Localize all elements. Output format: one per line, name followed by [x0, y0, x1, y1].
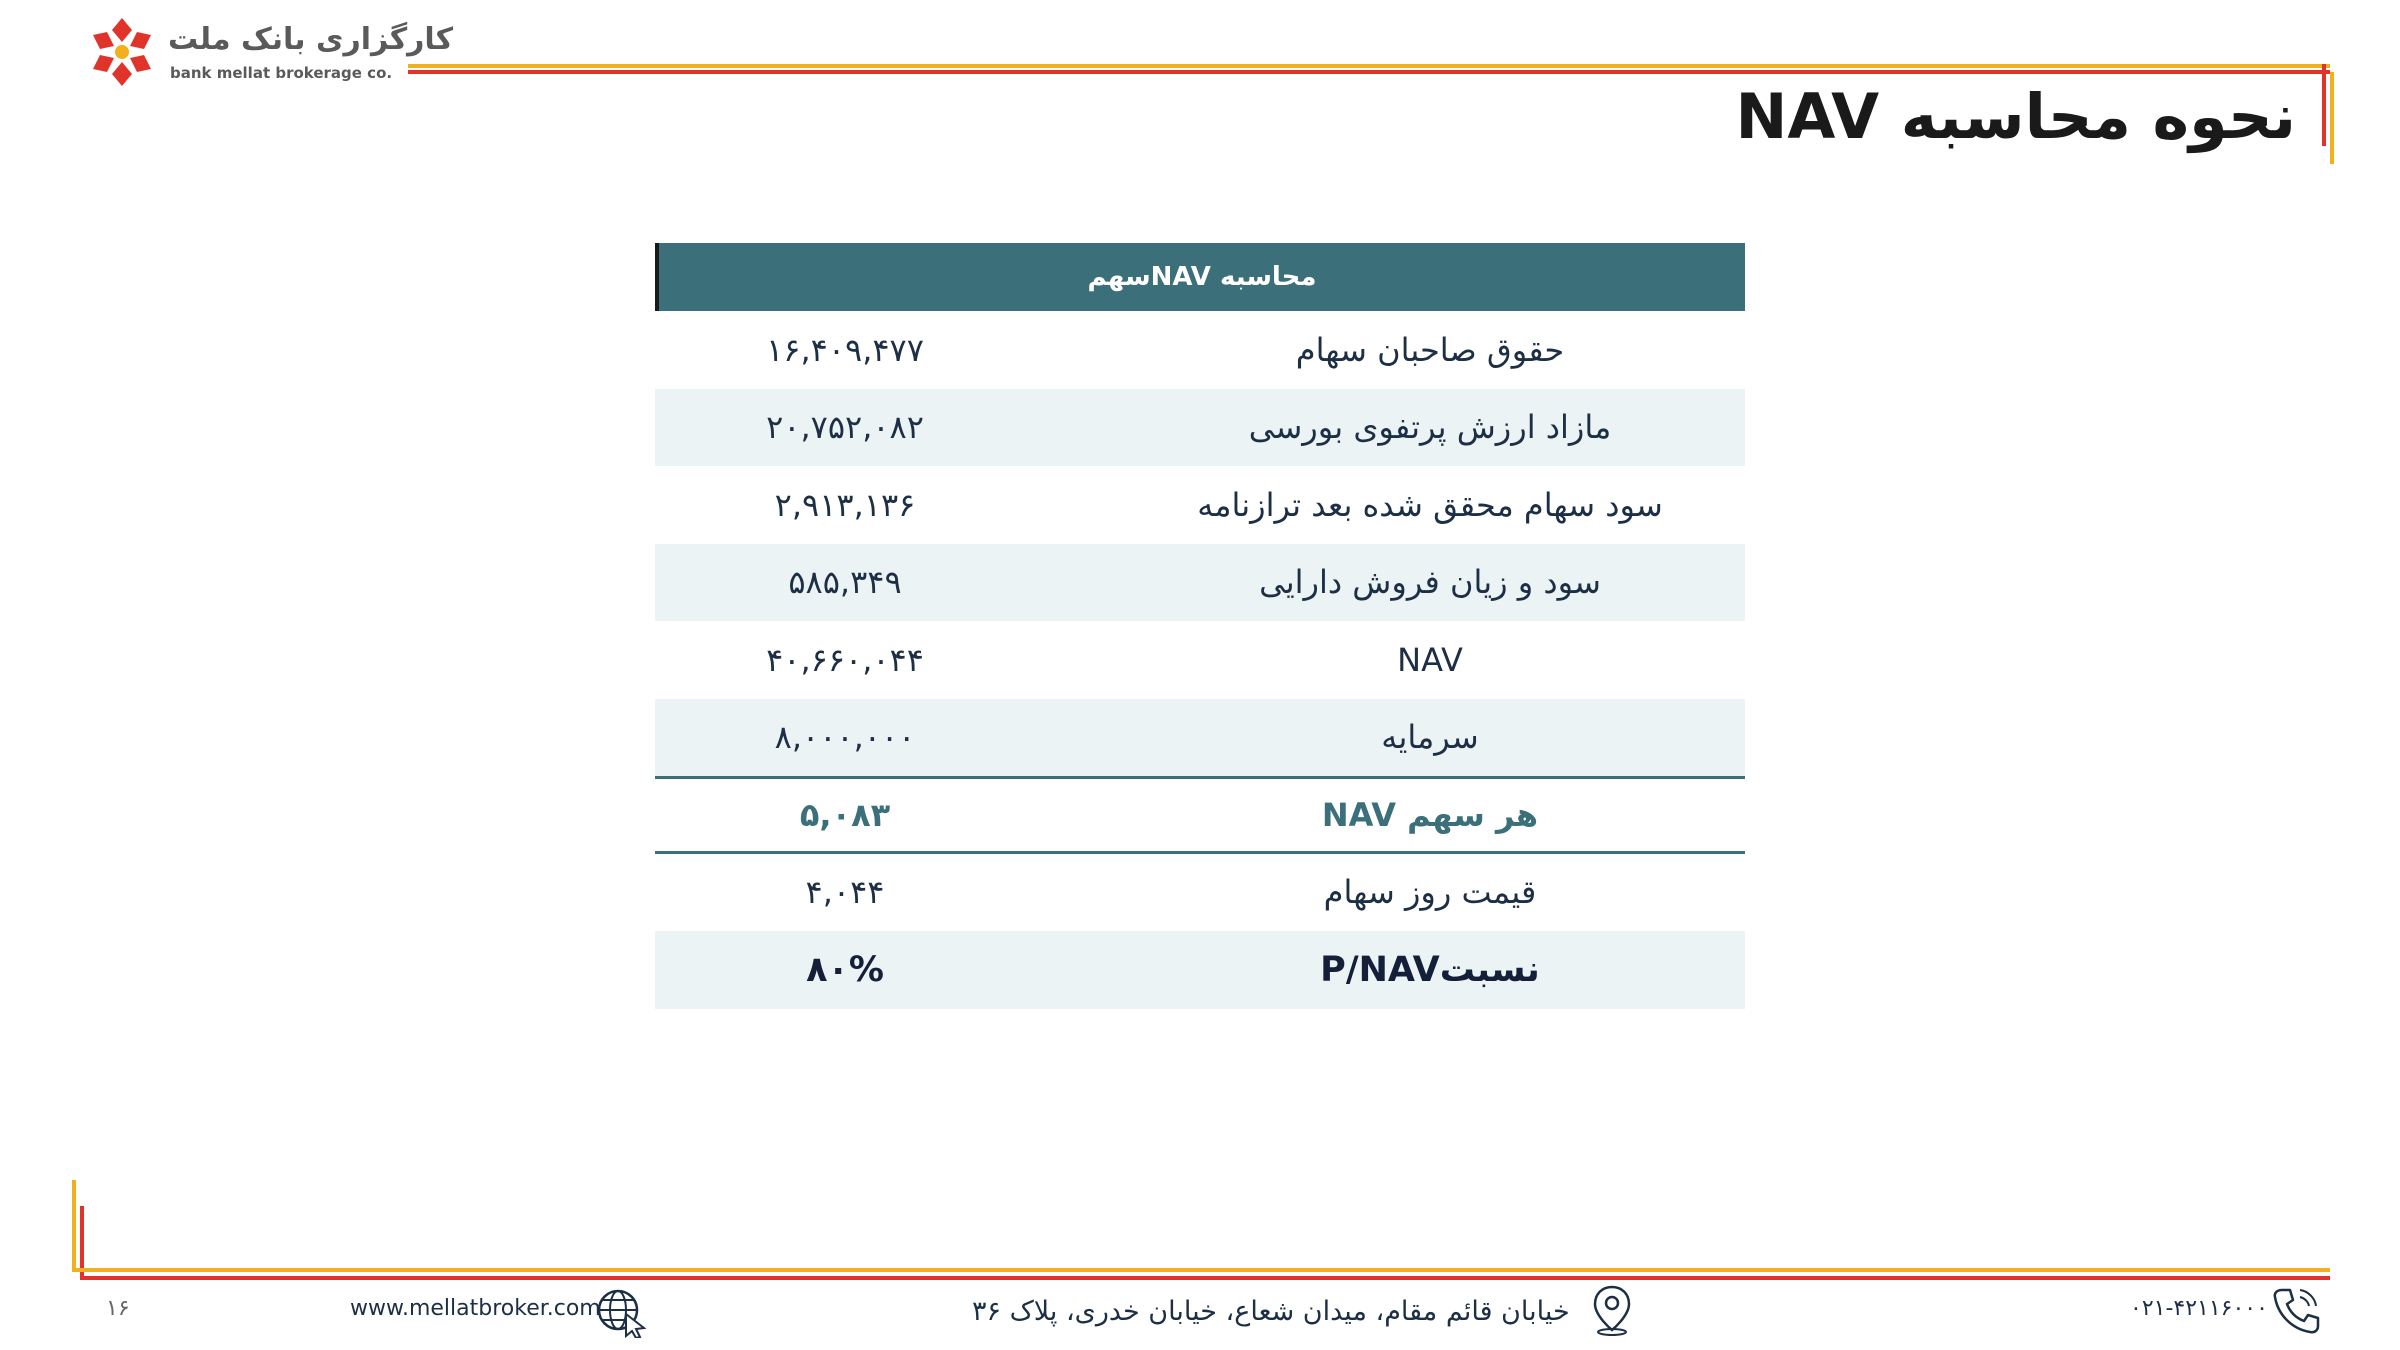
logo-text-en: bank mellat brokerage co.	[170, 64, 393, 82]
header-line-red	[408, 70, 2330, 74]
table-row	[655, 621, 1745, 699]
header-line-yellow	[408, 64, 2330, 68]
row-label: سود سهام محقق شده بعد ترازنامه	[1197, 485, 1663, 524]
row-value: ۴,۰۴۴	[805, 873, 885, 912]
table-row-highlight	[655, 776, 1745, 854]
table-header: محاسبه NAVسهم	[655, 243, 1745, 311]
globe-cursor-icon	[596, 1288, 648, 1338]
table-row	[655, 466, 1745, 544]
table-row	[655, 389, 1745, 467]
row-label: قیمت روز سهام	[1323, 873, 1537, 912]
row-value: ۱۶,۴۰۹,۴۷۷	[766, 330, 924, 369]
row-value: ۵۸۵,۳۴۹	[788, 563, 902, 602]
footer-line-yellow	[72, 1268, 2330, 1272]
row-value: ۸,۰۰۰,۰۰۰	[774, 718, 916, 757]
row-label: نسبتP/NAV	[1320, 949, 1540, 990]
table-row	[655, 544, 1745, 622]
row-value: ۴۰,۶۶۰,۰۴۴	[766, 640, 924, 679]
logo-text-fa: کارگزاری بانک ملت	[168, 22, 454, 57]
row-label: NAV	[1397, 640, 1463, 679]
table-row	[655, 699, 1745, 777]
row-label: مازاد ارزش پرتفوی بورسی	[1248, 408, 1612, 447]
address-text: خیابان قائم مقام، میدان شعاع، خیابان خدری، پلاک ۳۶	[972, 1296, 1570, 1327]
table-row	[655, 311, 1745, 389]
table-row	[655, 931, 1745, 1009]
location-pin-icon	[1590, 1284, 1634, 1336]
row-value: ۵,۰۸۳	[799, 795, 891, 834]
row-label: هر سهم NAV	[1321, 795, 1539, 834]
row-label: سود و زیان فروش دارایی	[1259, 563, 1601, 602]
row-label: حقوق صاحبان سهام	[1295, 330, 1565, 369]
page-title: نحوه محاسبه NAV	[1735, 80, 2296, 153]
brand-logo	[86, 16, 454, 88]
footer-line-red	[80, 1276, 2330, 1280]
nav-table	[655, 243, 1745, 1009]
phone-number: ۰۲۱-۴۲۱۱۶۰۰۰	[2130, 1296, 2268, 1321]
logo-icon	[86, 16, 158, 88]
row-value: ۲۰,۷۵۲,۰۸۲	[766, 408, 924, 447]
row-value: ۲,۹۱۳,۱۳۶	[774, 485, 916, 524]
header-line-yellow-vertical	[2330, 72, 2334, 164]
row-label: سرمایه	[1381, 718, 1479, 757]
header-line-red-vertical	[2322, 64, 2326, 146]
phone-icon	[2272, 1286, 2320, 1336]
row-value: ۸۰%	[806, 949, 884, 990]
website-link[interactable]: www.mellatbroker.com	[350, 1296, 601, 1321]
page-number: ۱۶	[106, 1296, 130, 1321]
table-row	[655, 854, 1745, 932]
footer-line-yellow-vertical	[72, 1180, 76, 1270]
